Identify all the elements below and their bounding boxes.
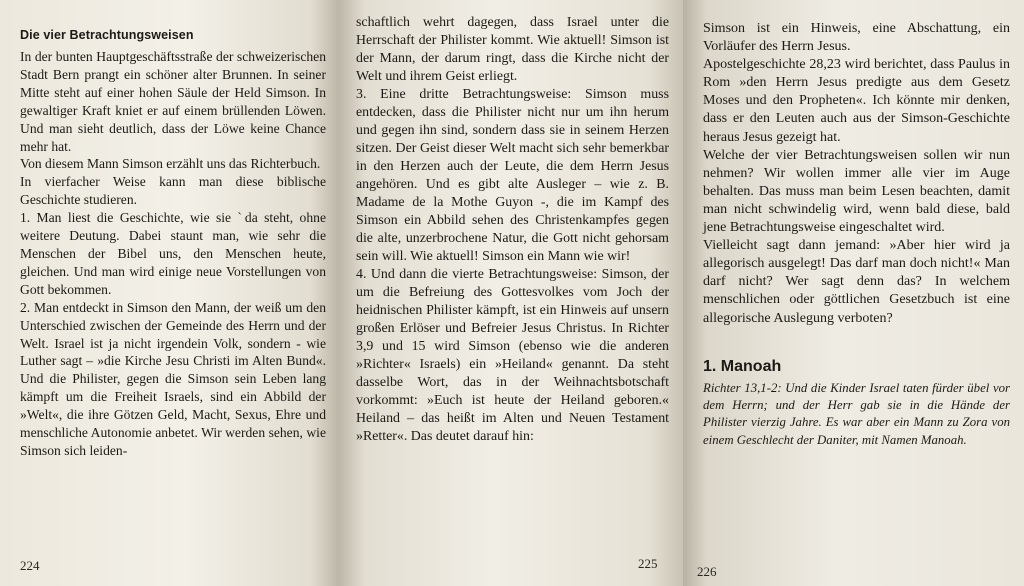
paragraph: 4. Und dann die vierte Betrachtungsweise: Simson, der um die Befreiung des Gottesvolkes vom Joch der heidnischen Philister kämpft, ist ein Hinweis auf unsern großen Erlöser und Befreier Jesus Christus. In Richter 3,9 und 15 wird Simson (ebenso wie die anderen »Richter« Israels) ein »Heiland« genannt. Da steht dasselbe Wort, das in der Weihnachtsbotschaft vorkommt: »Euch ist heute der Heiland geboren.« Heiland – das heißt im Alten und Neuen Testament »Retter«. Das deutet darauf hin: <box>356 267 669 444</box>
paragraph: 2. Man entdeckt in Simson den Mann, der weiß um den Unterschied zwischen der Gemeinde des Herrn und der Welt. Israel ist ja nicht irgendein Volk, sondern - wie Luther sagt – »die Kirche Jesu Christi im Alten Bund«. Und die Philister, gegen die Simson sein Leben lang kämpft um die Freiheit Israels, sind ein Abbild der »Welt«, die ihre Götzen Geld, Macht, Sexus, Ehre und menschliche Autonomie anbetet. Wir werden sehen, wie Simson sich leiden- <box>20 299 326 458</box>
page-number-right: 226 <box>697 564 717 579</box>
paragraph: Welche der vier Betrachtungsweisen sollen wir nun nehmen? Wir wollen immer alle vier im Auge behalten. Das muss man beim Lesen beachten, damit man nicht schwindelig wird, wenn bald diese, bald jene Betrachtungsweise eingeschaltet wird. <box>703 147 1010 236</box>
scripture-quote: Richter 13,1-2: Und die Kinder Israel taten fürder übel vor dem Herrn; und der Herr gab sie in die Hände der Philister vierzig Jahre. Es war aber ein Mann zu Zora von einem Geschlecht der Daniter, mit Namen Manoah. <box>703 380 1010 447</box>
section-heading: Die vier Betrachtungsweisen <box>20 28 194 42</box>
paragraph: Apostelgeschichte 28,23 wird berichtet, dass Paulus in Rom »den Herrn Jesus predigte aus dem Gesetz Moses und den Propheten«. Ich könnte mir denken, dass er den Leuten auch aus der Simson-Geschichte heraus Jesus gezeigt hat. <box>703 57 1010 145</box>
page-middle <box>338 0 683 586</box>
page-left <box>0 0 338 586</box>
paragraph: Von diesem Mann Simson erzählt uns das Richterbuch. <box>20 156 321 172</box>
page-number-left: 224 <box>20 558 40 573</box>
paragraph: schaftlich wehrt dagegen, dass Israel unter die Herrschaft der Philister kommt. Wie aktuell! Simson ist der Mann, der darum ringt, dass die Kirche nicht der Welt und ihrem Geist erliegt. <box>356 15 669 84</box>
page-number-middle: 225 <box>638 556 658 571</box>
page-right <box>683 0 1024 586</box>
paragraph: Vielleicht sagt dann jemand: »Aber hier wird ja allegorisch ausgelegt! Das darf man doch nicht!« Man darf nicht? Wer sagt denn das? In welchem menschlichen oder göttlichen Gesetzbuch ist eine allegorische Auslegung verboten? <box>703 238 1010 326</box>
chapter-title: 1. Manoah <box>703 357 782 375</box>
paragraph: 3. Eine dritte Betrachtungsweise: Simson muss entdecken, dass die Philister nicht nur um ihn herum und gegen ihn sind, sondern dass sie in seinem Herzen sitzen. Der Geist dieser Welt macht sich sehr bemerkbar in den Herzen auch der Leute, die dem Herrn Jesus angehören. Und es gibt alte Ausleger – wie z. B. Madame de la Mothe Guyon -, die im Kampf des Simson ein Abbild sehen des Christenkampfes gegen die alte, unzerbrochene Natur, die Gott nicht gehorsam sein will. Wie aktuell! Simson ein Mann wie wir! <box>356 87 669 264</box>
paragraph: Simson ist ein Hinweis, eine Abschattung, ein Vorläufer des Herrn Jesus. <box>703 21 1010 55</box>
paragraph: In der bunten Hauptgeschäftsstraße der schweizerischen Stadt Bern prangt ein schöner alter Brunnen. In seiner Mitte steht auf einer hohen Säule der Held Simson. In gewaltiger Kraft kniet er auf einem brüllenden Löwen. Und man sieht deutlich, dass der Löwe keine Chance mehr hat. <box>20 49 326 154</box>
paragraph: In vierfacher Weise kann man diese biblische Geschichte studieren. <box>20 174 326 208</box>
paragraph: 1. Man liest die Geschichte, wie sie ˋda steht, ohne weitere Deutung. Dabei staunt man, wie sehr die Menschen der Bibel uns, den Menschen heute, gleichen. Und man wird einige neue Vorstellungen von Gott bekommen. <box>20 210 326 297</box>
